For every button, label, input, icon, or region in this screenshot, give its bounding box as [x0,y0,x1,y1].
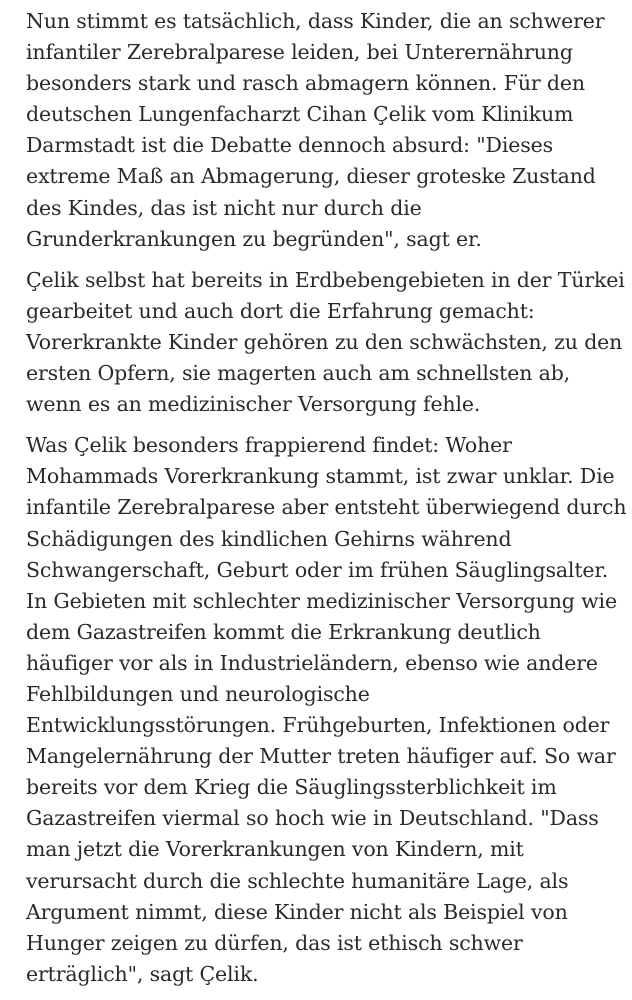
text-line: deutschen Lungenfacharzt Cihan Çelik vom Klinikum [26,102,574,127]
text-line: Mohammads Vorerkrankung stammt, ist zwar unklar. Die [26,464,615,489]
text-line: Darmstadt ist die Debatte dennoch absurd: "Dieses [26,133,553,158]
text-line: Fehlbildungen und neurologische [26,681,370,706]
text-line: ersten Opfern, sie magerten auch am schnellsten ab, [26,361,571,386]
text-line: man jetzt die Vorerkrankungen von Kindern, mit [26,837,524,862]
text-line: Mangelernährung der Mutter treten häufiger auf. So war [26,744,616,769]
text-line: Gazastreifen viermal so hoch wie in Deutschland. "Dass [26,806,599,831]
text-line: dem Gazastreifen kommt die Erkrankung deutlich [26,619,541,644]
text-line: verursacht durch die schlechte humanitäre Lage, als [26,868,569,893]
text-line: gearbeitet und auch dort die Erfahrung gemacht: [26,298,535,323]
paragraph-1 [26,6,608,255]
text-line: infantile Zerebralparese aber entsteht überwiegend durch [26,495,627,520]
text-line: Argument nimmt, diese Kinder nicht als Beispiel von [26,899,568,924]
text-line: Grunderkrankungen zu begründen", sagt er. [26,226,482,251]
text-line: Vorerkrankte Kinder gehören zu den schwächsten, zu den [26,329,623,354]
text-line: Schädigungen des kindlichen Gehirns während [26,526,512,551]
paragraph-2 [26,265,625,420]
text-line: Hunger zeigen zu dürfen, das ist ethisch schwer [26,930,523,955]
text-line: Çelik selbst hat bereits in Erdbebengebieten in der Türkei [26,267,625,292]
text-line: häufiger vor als in Industrieländern, ebenso wie andere [26,650,598,675]
text-line: Nun stimmt es tatsächlich, dass Kinder, die an schwerer [26,9,605,33]
text-line: wenn es an medizinischer Versorgung fehle. [26,392,481,417]
text-line: Entwicklungsstörungen. Frühgeburten, Infektionen oder [26,713,610,738]
text-line: Was Çelik besonders frappierend findet: Woher [26,433,512,458]
text-line: Schwangerschaft, Geburt oder im frühen Säuglingsalter. [26,557,609,582]
text-line: In Gebieten mit schlechter medizinischer Versorgung wie [26,588,617,613]
text-line: erträglich", sagt Çelik. [26,961,259,986]
text-line: infantiler Zerebralparese leiden, bei Unterernährung [26,40,573,65]
text-line: bereits vor dem Krieg die Säuglingssterblichkeit im [26,775,557,800]
text-line: besonders stark und rasch abmagern können. Für den [26,71,585,96]
text-line: des Kindes, das ist nicht nur durch die [26,195,422,220]
text-line: extreme Maß an Abmagerung, dieser groteske Zustand [26,164,596,189]
paragraph-3 [26,430,627,990]
